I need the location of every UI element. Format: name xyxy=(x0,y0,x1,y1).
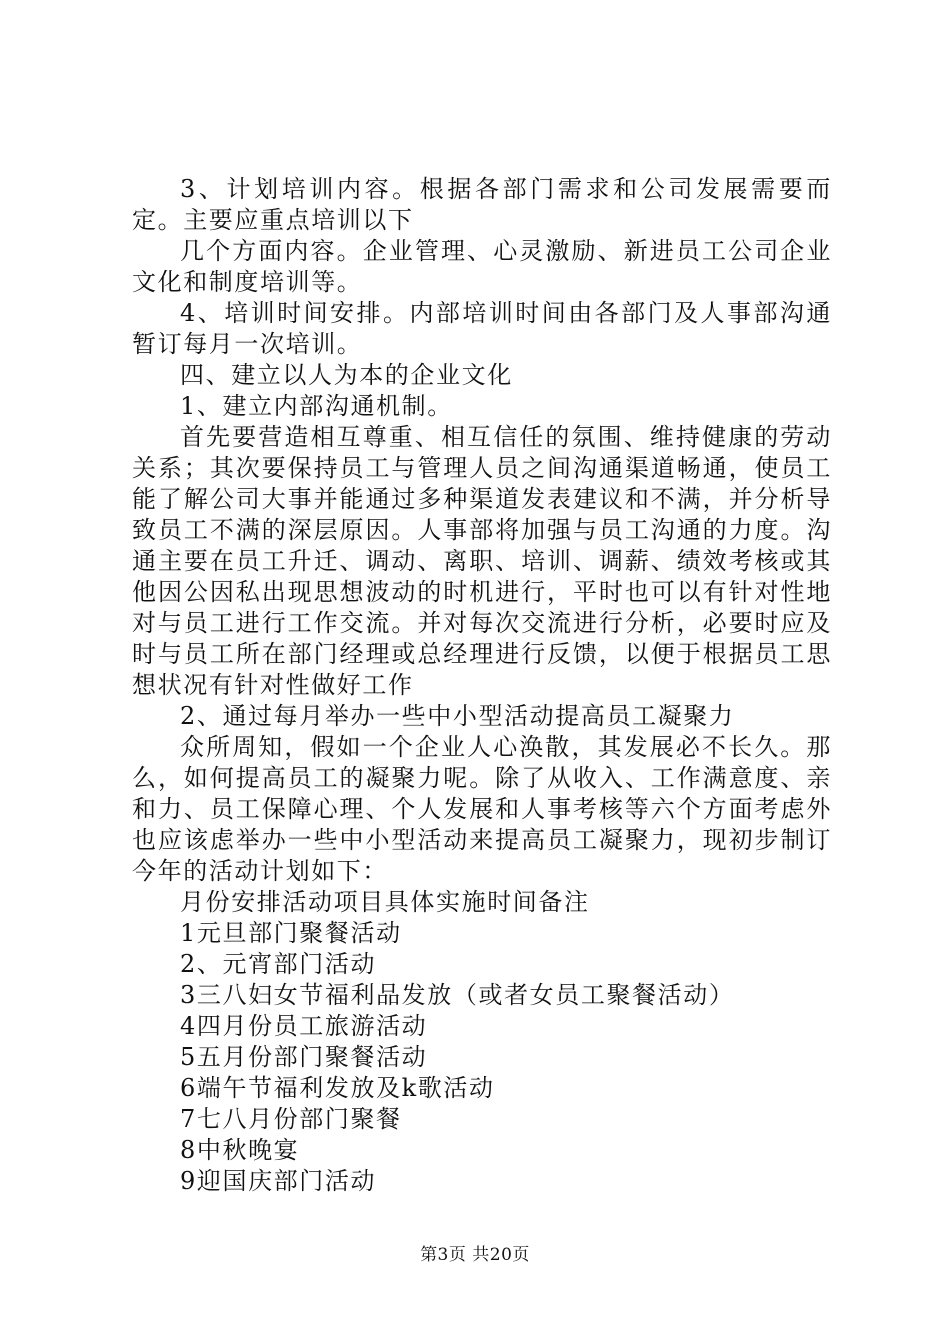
list-item: 1元旦部门聚餐活动 xyxy=(180,919,402,947)
list-item: 8中秋晚宴 xyxy=(180,1136,300,1164)
list-item: 3三八妇女节福利品发放（或者女员工聚餐活动） xyxy=(180,981,735,1009)
paragraph-communication: 首先要营造相互尊重、相互信任的氛围、维持健康的劳动关系；其次要保持员工与管理人员之间沟通渠道畅通，使员工能了解公司大事并能通过多种渠道发表建议和不满，并分析导致员工不满的深层原因。人事部将加强与员工沟通的力度。沟通主要在员工升迁、调动、离职、培训、调薪、绩效考核或其他因公因私出现思想波动的时机进行，平时也可以有针对性地对与员工进行工作交流。并对每次交流进行分析，必要时应及时与员工所在部门经理或总经理进行反馈，以便于根据员工思想状况有针对性做好工作 xyxy=(132,423,832,699)
paragraph-training-topics: 几个方面内容。企业管理、心灵激励、新进员工公司企业文化和制度培训等。 xyxy=(132,237,832,296)
subheading-communication: 1、建立内部沟通机制。 xyxy=(180,392,453,420)
list-item: 5五月份部门聚餐活动 xyxy=(180,1043,428,1071)
section-heading-culture: 四、建立以人为本的企业文化 xyxy=(180,361,513,389)
subheading-activities: 2、通过每月举办一些中小型活动提高员工凝聚力 xyxy=(180,702,735,730)
list-item: 9迎国庆部门活动 xyxy=(180,1167,377,1195)
paragraph-training-schedule: 4、培训时间安排。内部培训时间由各部门及人事部沟通暂订每月一次培训。 xyxy=(132,299,832,358)
document-body xyxy=(132,174,832,1197)
list-item: 7七八月份部门聚餐 xyxy=(180,1105,402,1133)
list-item: 2、元宵部门活动 xyxy=(180,950,377,978)
list-item: 6端午节福利发放及k歌活动 xyxy=(180,1074,495,1102)
paragraph-training-content: 3、计划培训内容。根据各部门需求和公司发展需要而定。主要应重点培训以下 xyxy=(132,175,832,234)
page-number-footer: 第3页 共20页 xyxy=(420,1245,530,1265)
paragraph-cohesion: 众所周知，假如一个企业人心涣散，其发展必不长久。那么，如何提高员工的凝聚力呢。除了从收入、工作满意度、亲和力、员工保障心理、个人发展和人事考核等六个方面考虑外也应该虑举办一些中小型活动来提高员工凝聚力，现初步制订今年的活动计划如下： xyxy=(132,733,832,885)
activity-list xyxy=(132,918,832,1197)
activity-table-header: 月份安排活动项目具体实施时间备注 xyxy=(180,888,590,916)
list-item: 4四月份员工旅游活动 xyxy=(180,1012,428,1040)
